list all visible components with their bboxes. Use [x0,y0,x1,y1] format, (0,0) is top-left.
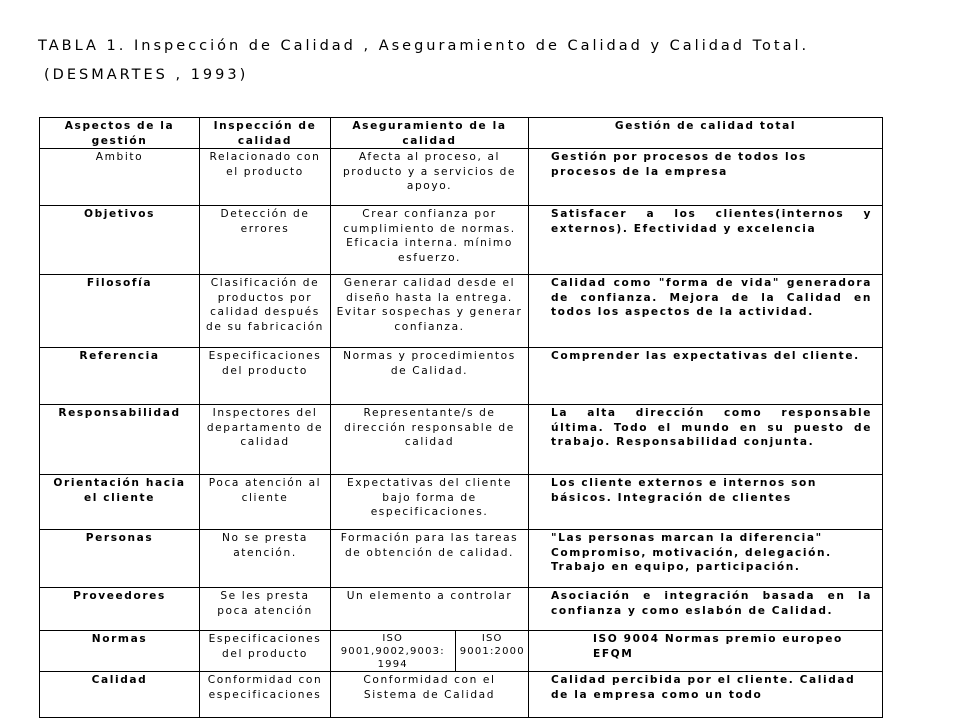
row-gestion: Calidad como "forma de vida" generadora de confianza. Mejora de la Calidad en todos los aspectos de la actividad. [529,275,883,348]
row-inspeccion: Especificaciones del producto [200,631,331,672]
row-aseguramiento: Generar calidad desde el diseño hasta la entrega. Evitar sospechas y generar confianza. [331,275,529,348]
table-row [40,588,883,631]
row-inspeccion: Detección de errores [200,206,331,275]
row-aspect: Proveedores [40,588,200,631]
row-inspeccion: Relacionado con el producto [200,149,331,206]
row-gestion: Calidad percibida por el cliente. Calidad de la empresa como un todo [529,672,883,718]
table-row [40,348,883,405]
row-aspect: Filosofía [40,275,200,348]
row-aseguramiento: Normas y procedimientos de Calidad. [331,348,529,405]
header-inspeccion: Inspección de calidad [200,118,331,149]
row-gestion: ISO 9004 Normas premio europeo EFQM [529,631,883,672]
row-aseguramiento-iso-2000: ISO 9001:2000 [459,633,525,658]
table-row [40,405,883,475]
header-aspectos: Aspectos de la gestión [40,118,200,149]
row-aseguramiento: Un elemento a controlar [331,588,529,631]
row-aspect: Calidad [40,672,200,718]
table-row [40,206,883,275]
row-aspect: Orientación hacia el cliente [40,475,200,530]
row-inspeccion: Conformidad con especificaciones [200,672,331,718]
table-row [40,275,883,348]
row-aspect: Responsabilidad [40,405,200,475]
row-aseguramiento: Crear confianza por cumplimiento de normas. Eficacia interna. mínimo esfuerzo. [331,206,529,275]
table-header-row [40,118,883,149]
row-aseguramiento: Expectativas del cliente bajo forma de especificaciones. [331,475,529,530]
row-aseguramiento: Conformidad con el Sistema de Calidad [331,672,529,718]
row-gestion: Satisfacer a los clientes(internos y externos). Efectividad y excelencia [529,206,883,275]
row-aseguramiento: Formación para las tareas de obtención de calidad. [331,530,529,588]
row-aseguramiento: Afecta al proceso, al producto y a servicios de apoyo. [331,149,529,206]
table-row [40,149,883,206]
row-aspect: Ambito [40,149,200,206]
row-inspeccion: Inspectores del departamento de calidad [200,405,331,475]
row-gestion: Asociación e integración basada en la confianza y como eslabón de Calidad. [529,588,883,631]
table-row [40,475,883,530]
header-gestion: Gestión de calidad total [529,118,883,149]
table-title: TABLA 1. Inspección de Calidad , Aseguramiento de Calidad y Calidad Total. [38,38,810,54]
row-inspeccion: No se presta atención. [200,530,331,588]
row-inspeccion: Clasificación de productos por calidad después de su fabricación [200,275,331,348]
row-gestion: Comprender las expectativas del cliente. [529,348,883,405]
row-inspeccion: Se les presta poca atención [200,588,331,631]
row-gestion: La alta dirección como responsable última. Todo el mundo en su puesto de trabajo. Responsabilidad conjunta. [529,405,883,475]
row-aseguramiento-split [331,631,529,672]
row-gestion: Gestión por procesos de todos los procesos de la empresa [529,149,883,206]
header-aseguramiento: Aseguramiento de la calidad [331,118,529,149]
row-inspeccion: Especificaciones del producto [200,348,331,405]
row-aspect: Personas [40,530,200,588]
row-inspeccion: Poca atención al cliente [200,475,331,530]
quality-comparison-table [39,117,883,718]
row-gestion: Los cliente externos e internos son básicos. Integración de clientes [529,475,883,530]
row-aspect: Normas [40,631,200,672]
row-aseguramiento: Representante/s de dirección responsable de calidad [331,405,529,475]
table-row [40,631,883,672]
row-aseguramiento-iso-1994: ISO 9001,9002,9003: 1994 [331,631,455,671]
table-subtitle: (DESMARTES , 1993) [44,67,249,83]
aseguramiento-split-table [331,631,529,671]
row-aspect: Objetivos [40,206,200,275]
table-row [40,530,883,588]
row-aspect: Referencia [40,348,200,405]
row-gestion: "Las personas marcan la diferencia" Compromiso, motivación, delegación. Trabajo en equipo, participación. [529,530,883,588]
table-row [40,672,883,718]
